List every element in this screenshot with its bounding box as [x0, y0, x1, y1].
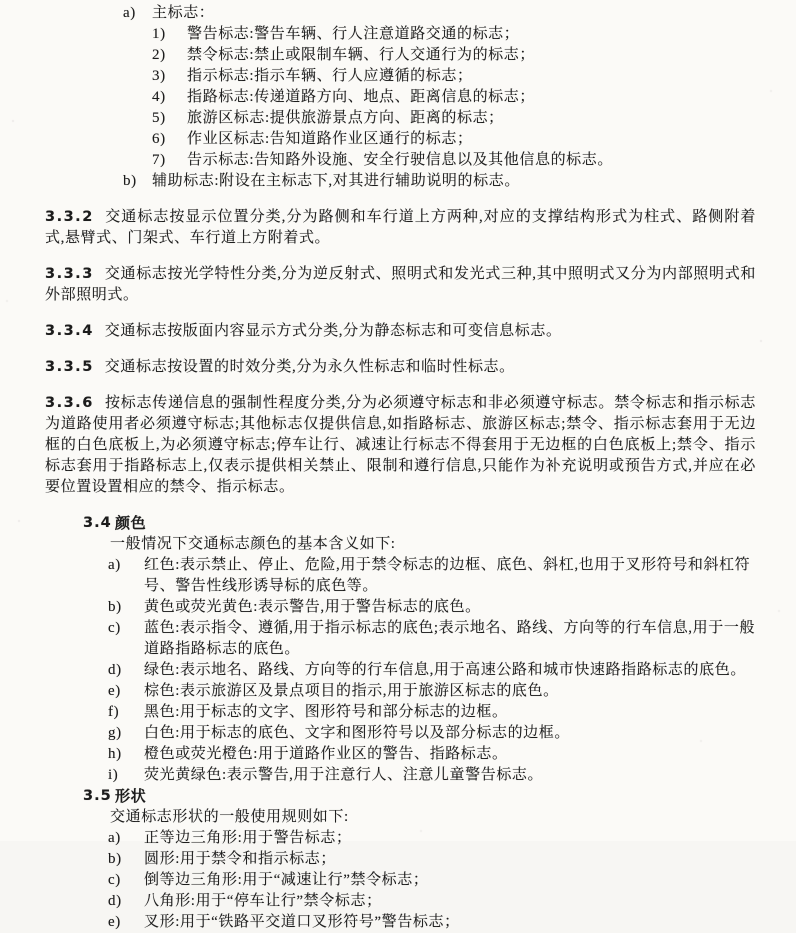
item-label: f): [108, 704, 120, 720]
item-text: 叉形:用于“铁路平交道口叉形符号”警告标志；: [144, 914, 460, 930]
heading-title: 颜色: [115, 514, 147, 532]
color-item-fluorescent-yellow-green: [45, 765, 756, 786]
color-item-yellow: [45, 597, 756, 618]
list-item-main-signs: [45, 3, 756, 24]
shape-section-intro: 交通标志形状的一般使用规则如下:: [110, 809, 349, 825]
item-label: d): [108, 662, 122, 678]
item-label: i): [108, 767, 119, 783]
item-number: 2): [152, 47, 166, 63]
list-item-warning-signs: [45, 24, 756, 45]
scan-speckles: [0, 0, 2, 2]
clause-text: 交通标志按光学特性分类,分为逆反射式、照明式和发光式三种,其中照明式又分为内部照明式和外部照明式。: [45, 266, 756, 303]
item-text: 告示标志:告知路外设施、安全行驶信息以及其他信息的标志。: [187, 152, 613, 168]
color-item-orange: [45, 744, 756, 765]
clause-number: 3.3.5: [45, 359, 94, 375]
item-text: 棕色:表示旅游区及景点项目的指示,用于旅游区标志的底色。: [144, 683, 559, 699]
item-number: 3): [152, 68, 166, 84]
item-text: 指示标志:指示车辆、行人应遵循的标志；: [187, 68, 473, 84]
heading-color-section: [45, 513, 756, 534]
item-text: 白色:用于标志的底色、文字和图形符号以及部分标志的边框。: [144, 725, 570, 741]
color-item-brown: [45, 681, 756, 702]
shape-item-circle: [45, 849, 756, 870]
item-text: 绿色:表示地名、路线、方向等的行车信息,用于高速公路和城市快速路指路标志的底色。: [144, 662, 746, 678]
color-item-red: [45, 555, 756, 597]
list-item-prohibition-signs: [45, 45, 756, 66]
item-text: 正等边三角形:用于警告标志；: [144, 830, 352, 846]
list-item-auxiliary-signs: [45, 171, 756, 192]
item-text: 八角形:用于“停车让行”禁令标志；: [144, 893, 382, 909]
item-label: a): [123, 5, 136, 21]
clause-number: 3.3.2: [45, 209, 94, 225]
item-label: c): [108, 620, 121, 636]
clause-text: 交通标志按设置的时效分类,分为永久性标志和临时性标志。: [104, 359, 515, 375]
item-number: 4): [152, 89, 166, 105]
clause-number: 3.3.3: [45, 266, 94, 282]
list-item-guide-signs: [45, 87, 756, 108]
item-number: 6): [152, 131, 166, 147]
list-item-mandatory-signs: [45, 66, 756, 87]
list-item-tourist-signs: [45, 108, 756, 129]
item-text: 警告标志:警告车辆、行人注意道路交通的标志；: [187, 26, 520, 42]
clause-number: 3.3.4: [45, 323, 94, 339]
item-label: b): [108, 851, 122, 867]
item-text: 禁令标志:禁止或限制车辆、行人交通行为的标志；: [187, 47, 535, 63]
clause-3-3-6: [45, 393, 756, 498]
item-label: d): [108, 893, 122, 909]
shape-item-inverted-triangle: [45, 870, 756, 891]
item-text: 圆形:用于禁令和指示标志；: [144, 851, 336, 867]
shape-item-triangle: [45, 828, 756, 849]
item-text: 黄色或荧光黄色:表示警告,用于警告标志的底色。: [144, 599, 481, 615]
shape-item-octagon: [45, 891, 756, 912]
clause-3-3-5: [45, 357, 756, 378]
item-text: 蓝色:表示指令、遵循,用于指示标志的底色;表示地名、路线、方向等的行车信息,用于一般道路指路标志的底色。: [144, 620, 756, 657]
item-label: a): [108, 557, 121, 573]
item-text: 辅助标志:附设在主标志下,对其进行辅助说明的标志。: [152, 173, 520, 189]
item-text: 荧光黄绿色:表示警告,用于注意行人、注意儿童警告标志。: [144, 767, 544, 783]
clause-number: 3.3.6: [45, 395, 94, 411]
item-number: 7): [152, 152, 166, 168]
heading-number: 3.5: [83, 788, 112, 804]
clause-text: 按标志传递信息的强制性程度分类,分为必须遵守标志和非必须遵守标志。禁令标志和指示标志为道路使用者必须遵守标志;其他标志仅提供信息,如指路标志、旅游区标志;禁令、指示标志套用于无边框的白色底板上,为必须遵守标志;停车让行、减速让行标志不得套用于无边框的白色底板上;禁令、指示标志套用于指路标志上,仅表示提供相关禁止、限制和遵行信息,只能作为补充说明或预告方式,并应在必要位置设置相应的禁令、指示标志。: [45, 395, 756, 495]
item-text: 主标志：: [152, 5, 215, 21]
item-label: e): [108, 914, 121, 930]
clause-3-3-4: [45, 321, 756, 342]
item-text: 红色:表示禁止、停止、危险,用于禁令标志的边框、底色、斜杠,也用于叉形符号和斜杠符号、警告性线形诱导标的底色等。: [144, 557, 751, 594]
clause-text: 交通标志按显示位置分类,分为路侧和车行道上方两种,对应的支撑结构形式为柱式、路侧附着式,悬臂式、门架式、车行道上方附着式。: [45, 209, 756, 246]
item-number: 1): [152, 26, 166, 42]
item-text: 黑色:用于标志的文字、图形符号和部分标志的边框。: [144, 704, 508, 720]
item-label: c): [108, 872, 121, 888]
item-text: 橙色或荧光橙色:用于道路作业区的警告、指路标志。: [144, 746, 508, 762]
color-item-white: [45, 723, 756, 744]
color-item-blue: [45, 618, 756, 660]
item-label: g): [108, 725, 122, 741]
color-item-black: [45, 702, 756, 723]
color-section-intro: 一般情况下交通标志颜色的基本含义如下:: [110, 536, 396, 552]
shape-item-cross: [45, 912, 756, 933]
item-label: a): [108, 830, 121, 846]
item-text: 指路标志:传递道路方向、地点、距离信息的标志；: [187, 89, 535, 105]
item-label: b): [123, 173, 137, 189]
clause-3-3-2: [45, 207, 756, 249]
item-label: h): [108, 746, 122, 762]
color-item-green: [45, 660, 756, 681]
heading-number: 3.4: [83, 515, 112, 531]
item-text: 旅游区标志:提供旅游景点方向、距离的标志；: [187, 110, 504, 126]
heading-title: 形状: [115, 787, 147, 805]
item-number: 5): [152, 110, 166, 126]
item-label: e): [108, 683, 121, 699]
item-text: 作业区标志:告知道路作业区通行的标志；: [187, 131, 473, 147]
list-item-notice-signs: [45, 150, 756, 171]
item-text: 倒等边三角形:用于“减速让行”禁令标志；: [144, 872, 429, 888]
clause-3-3-3: [45, 264, 756, 306]
heading-shape-section: [45, 786, 756, 807]
list-item-workzone-signs: [45, 129, 756, 150]
clause-text: 交通标志按版面内容显示方式分类,分为静态标志和可变信息标志。: [104, 323, 562, 339]
item-label: b): [108, 599, 122, 615]
